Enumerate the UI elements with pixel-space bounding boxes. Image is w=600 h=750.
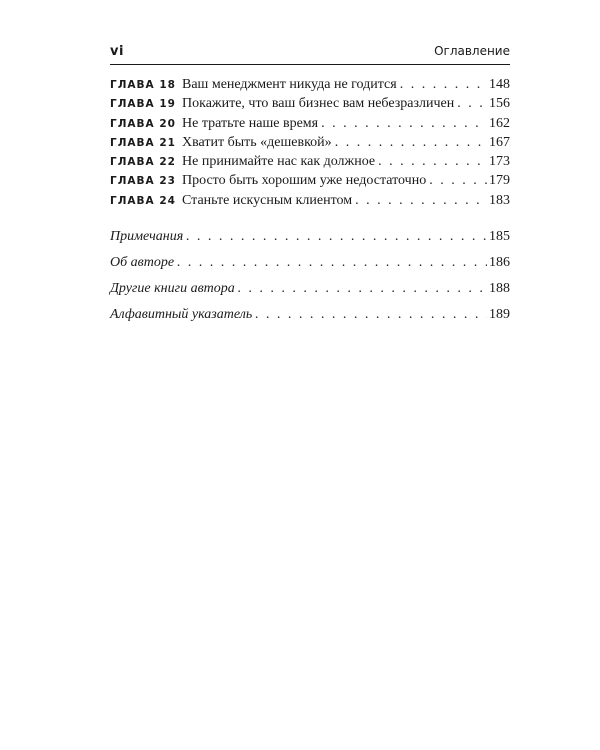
dot-leader	[335, 135, 487, 151]
toc-entry-chapter-19	[110, 96, 510, 115]
chapter-label: ГЛАВА 24	[110, 194, 176, 207]
page-number-folio: vi	[110, 44, 124, 59]
backmatter-title: Алфавитный указатель	[110, 307, 253, 323]
dot-leader	[255, 307, 487, 323]
toc-entry-index	[110, 307, 510, 333]
dot-leader	[457, 96, 487, 112]
chapter-title: Станьте искусным клиентом	[182, 192, 353, 208]
toc-entry-chapter-23	[110, 173, 510, 192]
chapter-label: ГЛАВА 19	[110, 98, 176, 111]
chapter-page-number: 156	[489, 96, 510, 112]
backmatter-title: Примечания	[110, 229, 184, 245]
backmatter-page-number: 185	[489, 229, 510, 245]
chapter-page-number: 173	[489, 154, 510, 170]
chapter-list	[110, 77, 510, 212]
toc-entry-other-books	[110, 281, 510, 307]
backmatter-title: Другие книги автора	[110, 281, 235, 297]
backmatter-page-number: 189	[489, 307, 510, 323]
dot-leader	[355, 193, 487, 209]
toc-entry-about-author	[110, 255, 510, 281]
chapter-title: Просто быть хорошим уже недостаточно	[182, 173, 427, 189]
table-of-contents	[110, 77, 510, 333]
chapter-label: ГЛАВА 23	[110, 175, 176, 188]
dot-leader	[321, 116, 487, 132]
chapter-label: ГЛАВА 18	[110, 79, 176, 91]
chapter-page-number: 162	[489, 115, 510, 131]
toc-entry-chapter-20	[110, 116, 510, 135]
toc-entry-chapter-24	[110, 193, 510, 212]
chapter-label: ГЛАВА 21	[110, 136, 176, 149]
chapter-title: Ваш менеджмент никуда не годится	[182, 77, 397, 92]
chapter-title: Не принимайте нас как должное	[182, 154, 376, 170]
dot-leader	[429, 173, 487, 189]
header-rule	[110, 64, 510, 65]
toc-entry-notes	[110, 229, 510, 255]
backmatter-page-number: 186	[489, 255, 510, 271]
dot-leader	[238, 281, 487, 297]
dot-leader	[186, 229, 487, 245]
backmatter-title: Об авторе	[110, 255, 175, 271]
chapter-title: Покажите, что ваш бизнес вам небезразличен	[182, 96, 455, 112]
chapter-page-number: 179	[489, 173, 510, 189]
dot-leader	[400, 77, 487, 93]
chapter-page-number: 183	[489, 192, 510, 208]
chapter-label: ГЛАВА 22	[110, 156, 176, 169]
chapter-label: ГЛАВА 20	[110, 117, 176, 130]
running-head	[110, 44, 510, 66]
chapter-page-number: 148	[489, 77, 510, 92]
toc-entry-chapter-21	[110, 135, 510, 154]
toc-entry-chapter-18	[110, 77, 510, 96]
chapter-page-number: 167	[489, 134, 510, 150]
dot-leader	[378, 154, 487, 170]
dot-leader	[177, 255, 487, 271]
toc-entry-chapter-22	[110, 154, 510, 173]
chapter-title: Не тратьте наше время	[182, 115, 319, 131]
backmatter-page-number: 188	[489, 281, 510, 297]
running-head-title: Оглавление	[434, 44, 510, 58]
backmatter-list	[110, 229, 510, 333]
chapter-title: Хватит быть «дешевкой»	[182, 134, 332, 150]
